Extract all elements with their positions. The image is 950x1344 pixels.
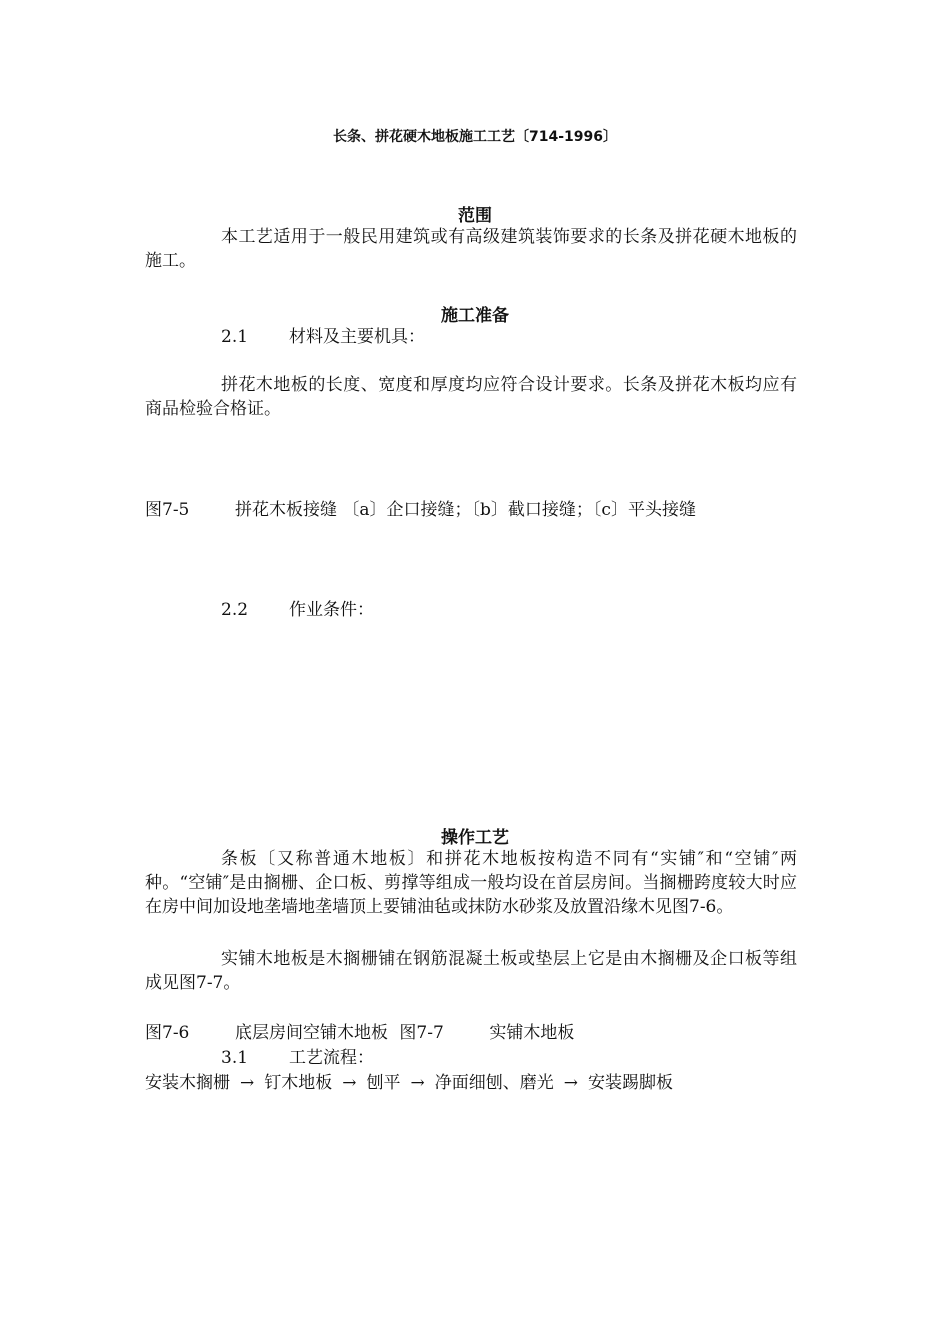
- flow-step-5: 安装踢脚板: [588, 1073, 673, 1093]
- item-3-1-label: 工艺流程：: [289, 1048, 374, 1068]
- document-title: 长条、拼花硬木地板施工工艺〔714-1996〕: [333, 129, 617, 145]
- flow-step-4: 净面细刨、磨光: [434, 1073, 554, 1093]
- scope-paragraph: 本工艺适用于一般民用建筑或有高级建筑装饰要求的长条及拼花硬木地板的施工。: [145, 227, 797, 271]
- flow-step-3: 刨平: [366, 1073, 401, 1093]
- flow-arrow-icon: →: [410, 1073, 425, 1093]
- flow-arrow-icon: →: [342, 1073, 357, 1093]
- figure-7-6-number: 图7-6: [145, 1023, 190, 1043]
- item-2-1-label: 材料及主要机具：: [289, 327, 425, 347]
- flow-arrow-icon: →: [563, 1073, 578, 1093]
- figure-7-7-number: 图7-7: [399, 1023, 444, 1043]
- section-heading-operations: 操作工艺: [441, 828, 509, 848]
- section-heading-preparation: 施工准备: [441, 306, 509, 326]
- process-flow: [145, 1071, 673, 1095]
- item-2-1-number: 2.1: [221, 327, 249, 347]
- figure-7-6-7-7-captions: [145, 1021, 574, 1045]
- flow-step-2: 钉木地板: [264, 1073, 333, 1093]
- item-2-2: [221, 598, 374, 622]
- figure-7-7-text: 实铺木地板: [489, 1023, 575, 1043]
- materials-paragraph: 拼花木地板的长度、宽度和厚度均应符合设计要求。长条及拼花木板均应有商品检验合格证。: [145, 375, 797, 419]
- item-3-1-number: 3.1: [221, 1048, 249, 1068]
- operations-paragraph-2: 实铺木地板是木搁栅铺在钢筋混凝土板或垫层上它是由木搁栅及企口板等组成见图7-7。: [145, 949, 797, 993]
- item-2-1: [221, 325, 425, 349]
- item-3-1: [221, 1046, 374, 1070]
- figure-7-6-text: 底层房间空铺木地板: [235, 1023, 388, 1043]
- flow-arrow-icon: →: [240, 1073, 255, 1093]
- operations-paragraph-1: 条板〔又称普通木地板〕和拼花木地板按构造不同有“实铺″和“空铺″两种。“空铺″是由搁栅、企口板、剪撑等组成一般均设在首层房间。当搁栅跨度较大时应在房中间加设地垄墙地垄墙顶上要铺油毡或抹防水砂浆及放置沿缘木见图7-6。: [145, 849, 797, 917]
- figure-7-5-number: 图7-5: [145, 500, 190, 520]
- item-2-2-number: 2.2: [221, 600, 249, 620]
- item-2-2-label: 作业条件：: [289, 600, 374, 620]
- flow-step-1: 安装木搁栅: [145, 1073, 230, 1093]
- figure-7-5-caption: [145, 498, 797, 522]
- section-heading-scope: 范围: [458, 206, 492, 226]
- figure-7-5-text: 拼花木板接缝 〔a〕企口接缝；〔b〕截口接缝；〔c〕平头接缝: [235, 500, 696, 520]
